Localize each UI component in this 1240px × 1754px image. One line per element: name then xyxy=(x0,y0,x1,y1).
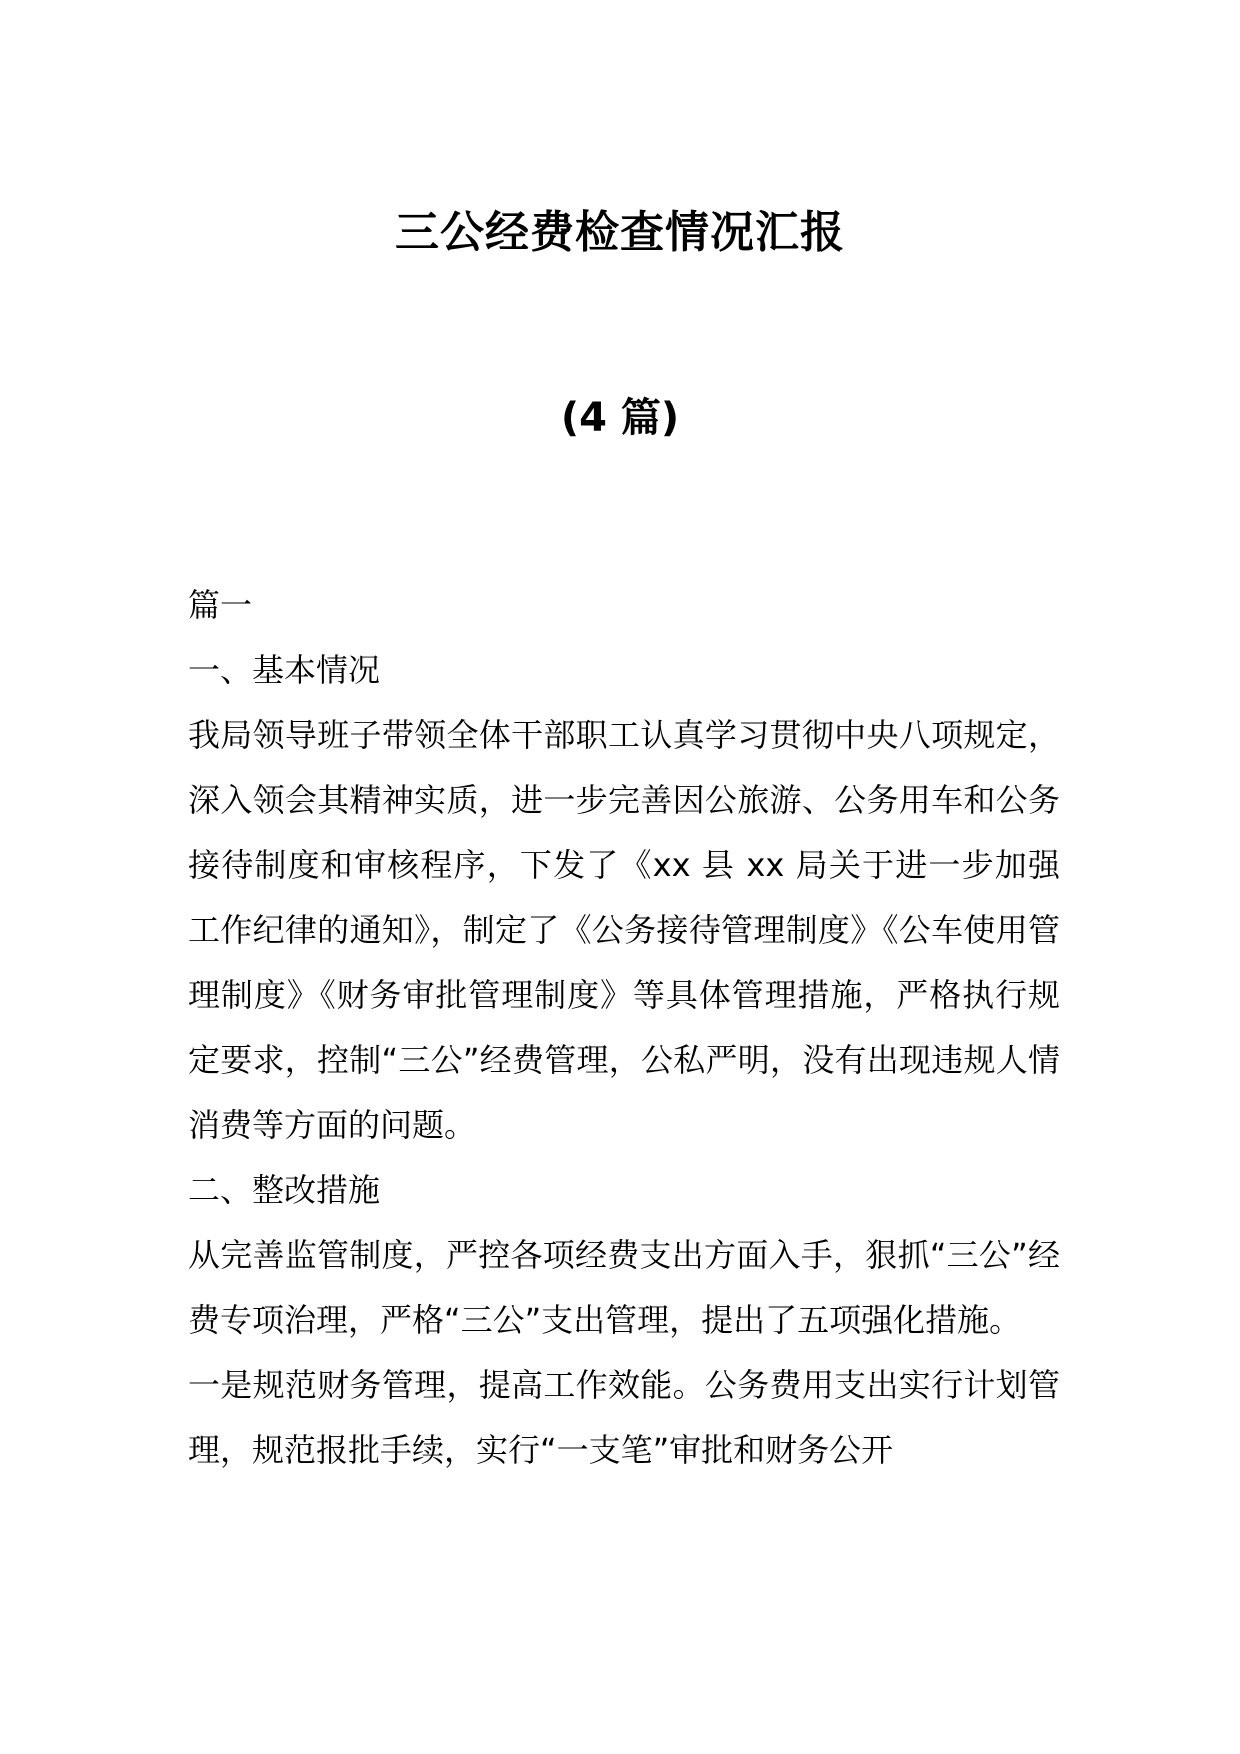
body-paragraph: 从完善监管制度，严控各项经费支出方面入手，狠抓“三公”经费专项治理，严格“三公”支出管理，提出了五项强化措施。 xyxy=(188,1236,1060,1339)
body-paragraph: 一是规范财务管理，提高工作效能。公务费用支出实行计划管理，规范报批手续，实行“一支笔”审批和财务公开 xyxy=(188,1366,1060,1469)
section-label: 篇一 xyxy=(188,586,253,624)
section-heading-basic-situation: 一、基本情况 xyxy=(188,651,381,689)
document-body xyxy=(188,573,1060,1483)
document-title: 三公经费检查情况汇报 xyxy=(395,207,845,258)
body-paragraph: 我局领导班子带领全体干部职工认真学习贯彻中央八项规定，深入领会其精神实质，进一步完善因公旅游、公务用车和公务接待制度和审核程序，下发了《xx 县 xx 局关于进一步加强工作纪律的通知》，制定了《公务接待管理制度》《公车使用管理制度》《财务审批管理制度》等具体管理措施，严格执行规定要求，控制“三公”经费管理，公私严明，没有出现违规人情消费等方面的问题。 xyxy=(188,716,1060,1144)
document-subtitle: (4 篇) xyxy=(560,395,680,441)
section-heading-rectification: 二、整改措施 xyxy=(188,1171,381,1209)
